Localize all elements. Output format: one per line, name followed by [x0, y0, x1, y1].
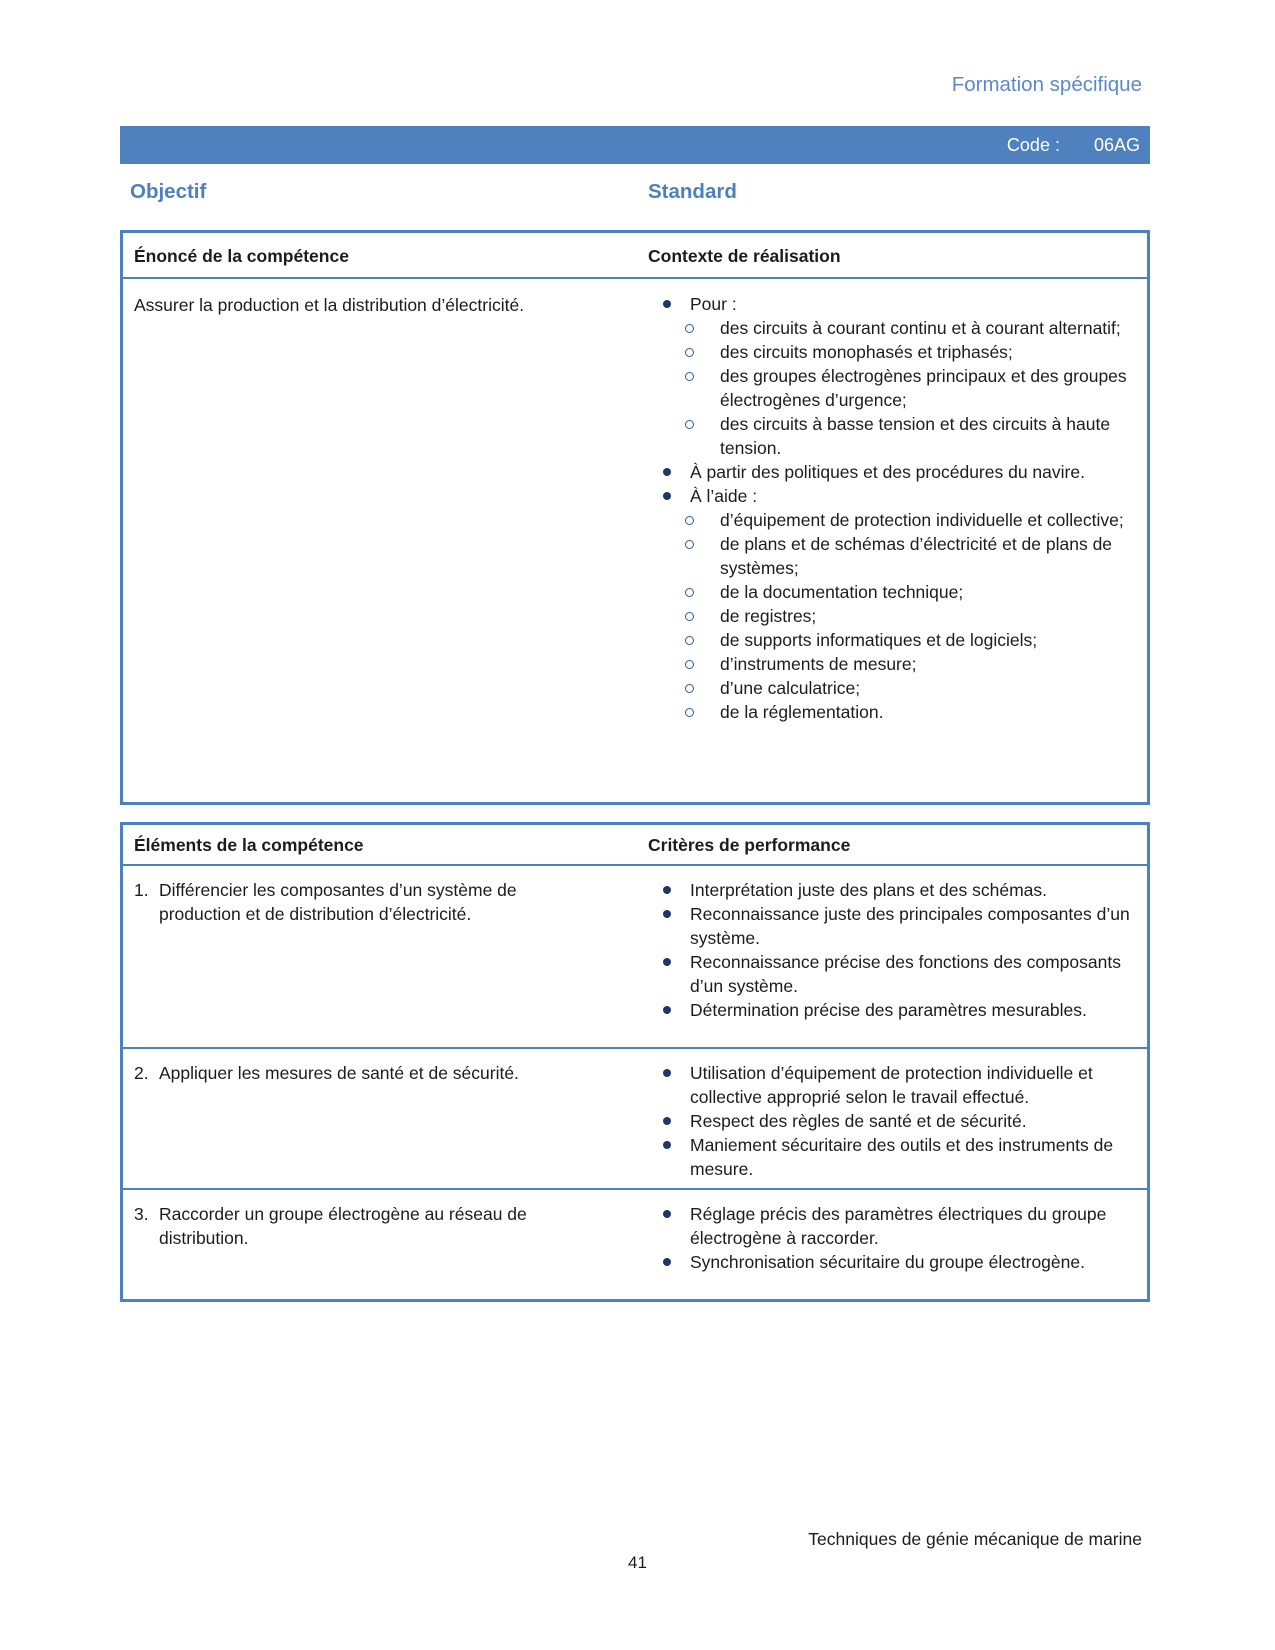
- context-list: [648, 292, 1147, 724]
- bullet-dot-icon: [663, 460, 690, 484]
- element-cell: [123, 1049, 635, 1188]
- element-cell: [123, 866, 635, 1047]
- list-item: Détermination précise des paramètres mesurables.: [648, 998, 1147, 1022]
- list-item: des circuits à courant continu et à courant alternatif;: [648, 316, 1147, 340]
- list-item: de la documentation technique;: [648, 580, 1147, 604]
- bullet-circle-icon: [685, 580, 720, 604]
- heading-standard: Standard: [648, 180, 737, 203]
- bullet-circle-icon: [685, 412, 720, 436]
- header-criteres: Critères de performance: [648, 835, 851, 855]
- criteria-list: [648, 1061, 1147, 1181]
- bullet-dot-icon: [663, 1133, 690, 1157]
- bullet-dot-icon: [663, 292, 690, 316]
- criteria-list: [648, 878, 1147, 1022]
- list-item: de supports informatiques et de logiciels;: [648, 628, 1147, 652]
- competence-statement: Assurer la production et la distribution d’électricité.: [134, 295, 525, 315]
- bullet-dot-icon: [663, 1061, 690, 1085]
- bullet-dot-icon: [663, 902, 690, 926]
- list-item: Maniement sécuritaire des outils et des instruments de mesure.: [648, 1133, 1147, 1181]
- list-item: Interprétation juste des plans et des schémas.: [648, 878, 1147, 902]
- list-item: À partir des politiques et des procédures du navire.: [648, 460, 1147, 484]
- bullet-circle-icon: [685, 700, 720, 724]
- bullet-circle-icon: [685, 628, 720, 652]
- header-elements: Éléments de la compétence: [134, 835, 364, 855]
- list-item: Utilisation d’équipement de protection individuelle et collective approprié selon le travail effectué.: [648, 1061, 1147, 1109]
- elements-table-header-row: [123, 825, 1147, 866]
- bullet-dot-icon: [663, 1250, 690, 1274]
- criteria-list: [648, 1202, 1147, 1274]
- criteria-cell: [635, 866, 1147, 1047]
- list-item: À l’aide :: [648, 484, 1147, 508]
- page-number: 41: [628, 1553, 647, 1572]
- list-item: d’une calculatrice;: [648, 676, 1147, 700]
- list-item: Pour :: [648, 292, 1147, 316]
- competence-table: [120, 230, 1150, 805]
- list-item: d’équipement de protection individuelle et collective;: [648, 508, 1147, 532]
- list-item: Reconnaissance juste des principales composantes d’un système.: [648, 902, 1147, 950]
- list-item: d’instruments de mesure;: [648, 652, 1147, 676]
- bullet-circle-icon: [685, 340, 720, 364]
- bullet-circle-icon: [685, 364, 720, 388]
- bullet-circle-icon: [685, 508, 720, 532]
- footer-program-title: Techniques de génie mécanique de marine: [808, 1529, 1142, 1549]
- item-number: 1.: [134, 880, 149, 900]
- bullet-circle-icon: [685, 532, 720, 556]
- element-text: Différencier les composantes d’un système de production et de distribution d’électricité.: [159, 880, 517, 924]
- item-number: 3.: [134, 1204, 149, 1224]
- bullet-dot-icon: [663, 1109, 690, 1133]
- list-item: de plans et de schémas d’électricité et de plans de systèmes;: [648, 532, 1147, 580]
- list-item: des groupes électrogènes principaux et des groupes électrogènes d’urgence;: [648, 364, 1147, 412]
- element-cell: [123, 1190, 635, 1302]
- code-value: 06AG: [1093, 135, 1140, 155]
- bullet-dot-icon: [663, 1202, 690, 1226]
- section-header-label: Formation spécifique: [951, 73, 1142, 96]
- list-item: des circuits monophasés et triphasés;: [648, 340, 1147, 364]
- header-enonce: Énoncé de la compétence: [134, 246, 349, 266]
- bullet-circle-icon: [685, 604, 720, 628]
- bullet-dot-icon: [663, 484, 690, 508]
- criteria-cell: [635, 1190, 1147, 1302]
- bullet-circle-icon: [685, 316, 720, 340]
- column-headings: [120, 180, 1150, 206]
- criteria-cell: [635, 1049, 1147, 1188]
- elements-table: [120, 822, 1150, 1302]
- table-row: [123, 1188, 1147, 1302]
- bullet-circle-icon: [685, 676, 720, 700]
- list-item: Synchronisation sécuritaire du groupe électrogène.: [648, 1250, 1147, 1274]
- element-text: Raccorder un groupe électrogène au réseau de distribution.: [159, 1204, 527, 1248]
- bullet-dot-icon: [663, 878, 690, 902]
- code-label: Code :: [1006, 135, 1060, 155]
- list-item: Respect des règles de santé et de sécurité.: [648, 1109, 1147, 1133]
- header-contexte: Contexte de réalisation: [648, 246, 841, 266]
- item-number: 2.: [134, 1063, 149, 1083]
- list-item: des circuits à basse tension et des circuits à haute tension.: [648, 412, 1147, 460]
- list-item: de la réglementation.: [648, 700, 1147, 724]
- context-cell: [635, 279, 1147, 724]
- list-item: Reconnaissance précise des fonctions des composants d’un système.: [648, 950, 1147, 998]
- code-bar: [120, 126, 1150, 164]
- list-item: Réglage précis des paramètres électriques du groupe électrogène à raccorder.: [648, 1202, 1147, 1250]
- list-item: de registres;: [648, 604, 1147, 628]
- heading-objectif: Objectif: [130, 180, 207, 203]
- bullet-dot-icon: [663, 998, 690, 1022]
- table-row: [123, 1047, 1147, 1188]
- competence-table-body-row: [123, 279, 1147, 724]
- bullet-dot-icon: [663, 950, 690, 974]
- table-row: [123, 866, 1147, 1047]
- element-text: Appliquer les mesures de santé et de sécurité.: [159, 1063, 519, 1083]
- competence-table-header-row: [123, 233, 1147, 279]
- bullet-circle-icon: [685, 652, 720, 676]
